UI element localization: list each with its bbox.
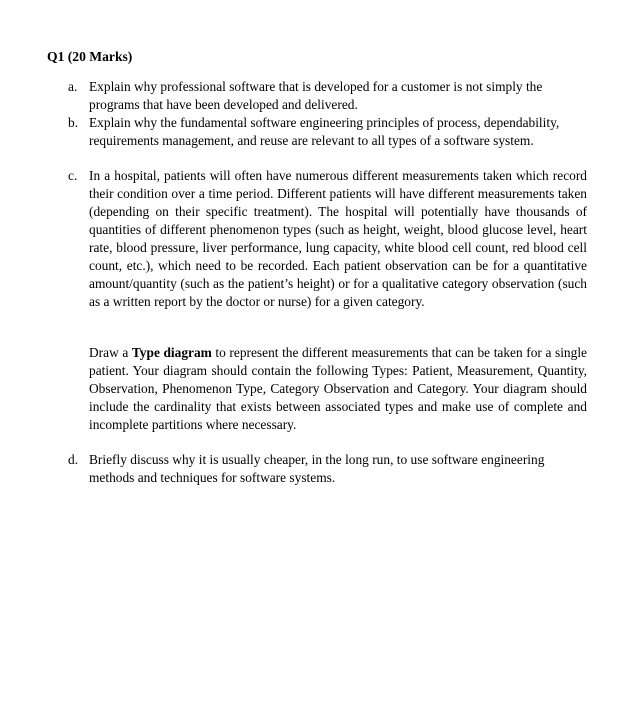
item-text-a: Explain why professional software that is developed for a customer is not simply the programs that have been developed and delivered. bbox=[89, 79, 543, 112]
item-text-d: Briefly discuss why it is usually cheaper, in the long run, to use software engineering methods and techniques for software systems. bbox=[89, 452, 545, 485]
para2-suffix: to represent the different measurements that can be taken for a single patient. Your diagram should contain the following Types: Patient, Measurement, Quantity, Observation, Phenomenon Type, Category Observation and Category. Your diagram should include the cardinality that exists between associated types and make use of complete and incomplete partitions where necessary. bbox=[89, 345, 587, 432]
type-diagram-term: Type diagram bbox=[131, 345, 212, 360]
item-marker-d: d. bbox=[68, 452, 79, 467]
item-c-diagram-instructions bbox=[89, 344, 587, 434]
item-marker-c: c. bbox=[68, 168, 78, 183]
question-heading: Q1 (20 Marks) bbox=[47, 49, 133, 64]
item-marker-b: b. bbox=[68, 115, 79, 130]
item-marker-a: a. bbox=[68, 79, 78, 94]
para2-prefix: Draw a bbox=[89, 345, 132, 360]
item-text-b: Explain why the fundamental software engineering principles of process, dependability, requirements management, and reuse are relevant to all types of a software system. bbox=[89, 115, 560, 148]
item-text-c: In a hospital, patients will often have numerous different measurements taken which record their condition over a time period. Different patients will have different measurements taken (depending on their specific treatment). The hospital will potentially have thousands of quantities of different phenomenon types (such as height, weight, blood glucose level, heart rate, blood pressure, liver performance, lung capacity, white blood cell count, red blood cell count, etc.), which need to be recorded. Each patient observation can be for a quantitative amount/quantity (such as the patient’s height) or for a qualitative category observation (such as a written report by the doctor or nurse) for a given category. bbox=[89, 168, 587, 309]
